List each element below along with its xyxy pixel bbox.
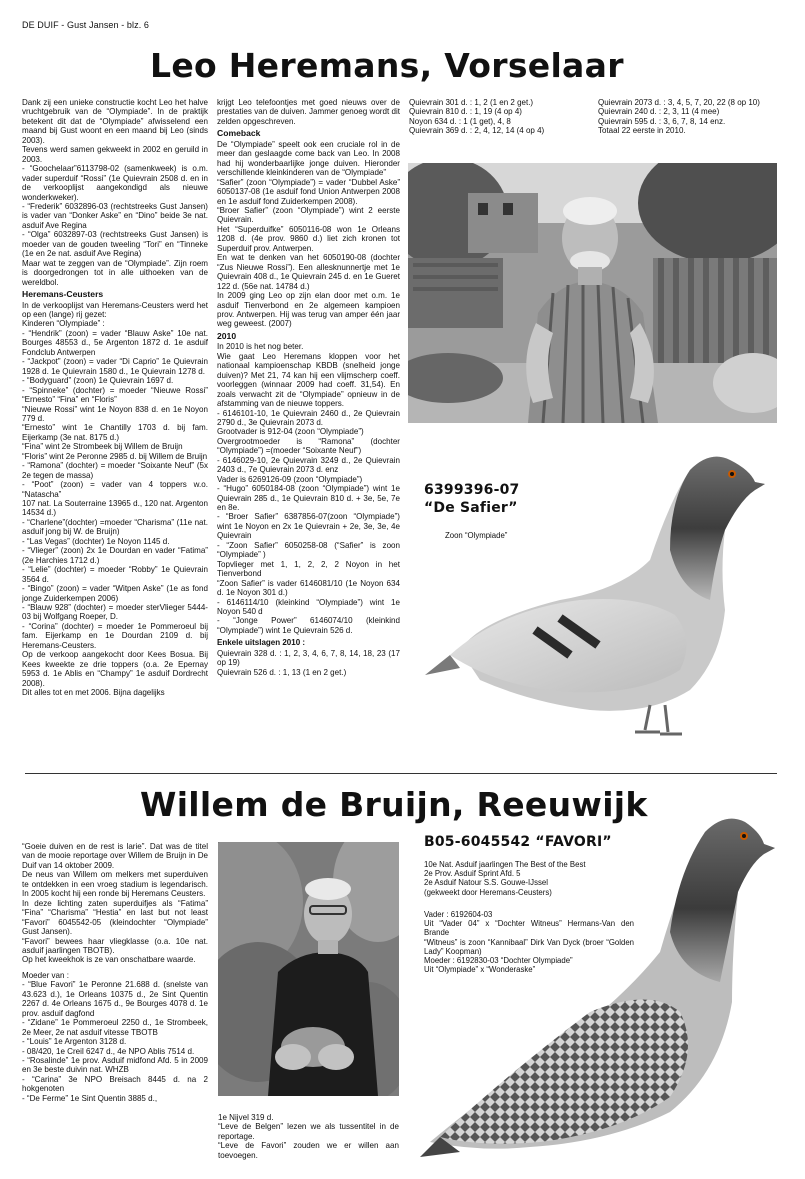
paragraph: “Leve de Belgen” lezen we als tussentitel in de reportage.	[218, 1122, 399, 1141]
article2-column2	[218, 1113, 399, 1169]
paragraph: - “Frederik” 6032896-03 (rechtstreeks Gust Jansen) is vader van “Donker Aske” en “Dino” beide 3e nat. asduif Ave Regina	[22, 201, 208, 230]
paragraph: “Leve de Favori” zouden we er willen aan toevoegen.	[218, 1141, 399, 1160]
paragraph: En wat te denken van het 6050190-08 (dochter “Zus Nieuwe Rossi”). Een allesknunnertje met 1e Quievrain 408 d., 1e Quievrain 245 d. en 1e Gueret 122 d. (56e nat. 14784 d.)	[217, 253, 400, 291]
page-header: DE DUIF - Gust Jansen - blz. 6	[22, 20, 150, 30]
article2-title: Willem de Bruijn, Reeuwijk	[140, 785, 648, 824]
list-item: “Nieuwe Rossi” wint 1e Noyon 838 d. en 1e Noyon 779 d.	[22, 404, 208, 423]
results-list-right	[598, 98, 760, 136]
paragraph: “Safier” (zoon “Olympiade”) = vader “Dubbel Aske” 6050137-08 (1e asduif fond Union Antwerpen 2008 en 1e asduif fond Zuiderkempen 2008).	[217, 177, 400, 206]
list-item: - “Spinneke” (dochter) = moeder “Nieuwe Rossi” “Ernesto” “Fina” en “Floris”	[22, 385, 208, 405]
subheading-heremans-ceusters: Heremans-Ceusters	[22, 289, 104, 300]
pedigree-line: Uit “Vader 04” x “Dochter Witneus” Hermans-Van den Brande	[424, 919, 634, 938]
list-item: Overgrootmoeder is “Ramona” (dochter “Olympiade”) =(moeder “Soixante Neuf”)	[217, 436, 400, 456]
list-item: - “Hendrik” (zoon) = vader “Blauw Aske” 10e nat. Bourges 48553 d., 5e Argenton 1872 d. 1e asduif Fondclub Antwerpen	[22, 328, 208, 357]
list-item: - “De Ferme” 1e Sint Quentin 3885 d.,	[22, 1093, 158, 1103]
result-line: Quievrain 240 d. : 2, 3, 11 (4 mee)	[598, 107, 720, 117]
list-item: - “Ramona” (dochter) = moeder “Soixante Neuf” (5x 2e tegen de massa)	[22, 461, 208, 480]
pigeon2-achievements	[424, 860, 634, 897]
paragraph: In 2009 ging Leo op zijn elan door met o.m. 1e asduif Tienverbond en 2e algemeen kampioen prov. Antwerpen. Hij was terug van amper één jaar weg geweest. (2007)	[217, 291, 400, 329]
pedigree-line: Moeder : 6192830-03 “Dochter Olympiade”	[424, 956, 573, 966]
paragraph: Tevens werd samen gekweekt in 2002 en geruild in 2003.	[22, 145, 208, 164]
paragraph: “Favori” bewees haar vliegklasse (o.a. 10e nat. asduif jaarlingen TBOTB).	[22, 936, 208, 955]
paragraph: Dank zij een unieke constructie kocht Leo het halve vruchtgebruik van de “Olympiade”. In de praktijk betekent dit dat de “Olympiade” afwisselend een maand bij Gust woont en een maand bij Leo (sinds 2003).	[22, 98, 208, 145]
result-line: Quievrain 810 d. : 1, 19 (4 op 4)	[409, 107, 522, 117]
list-item: - “Louis” 1e Argenton 3128 d.	[22, 1037, 127, 1047]
paragraph: “Broer Safier” (zoon “Olympiade”) wint 2 eerste Quievrain.	[217, 205, 400, 225]
list-item: - 6146029-10, 2e Quievrain 3249 d., 2e Quievrain 2403 d., 7e Quievrain 2073 d. enz	[217, 455, 400, 475]
paragraph: Moeder van :	[22, 970, 69, 980]
result-line: Quievrain 526 d. : 1, 13 (1 en 2 get.)	[217, 667, 347, 677]
result-line: Quievrain 595 d. : 3, 6, 7, 8, 14 enz.	[598, 116, 726, 126]
list-item: - “Zidane” 1e Pommeroeul 2250 d., 1e Strombeek, 2e Meer, 2e nat asduif vitesse TBOTB	[22, 1018, 208, 1037]
result-line: Quievrain 2073 d. : 3, 4, 5, 7, 20, 22 (8 op 10)	[598, 98, 760, 107]
pigeon1-ring-number: 6399396-07	[424, 482, 520, 498]
paragraph: krijgt Leo telefoontjes met goed nieuws over de prestaties van de duiven. Jammer genoeg wordt dit zelden opgeschreven.	[217, 98, 400, 126]
paragraph: - “Olga” 6032897-03 (rechtstreeks Gust Jansen) is moeder van de gouden tweeling “Tori” en “Tinneke (1e en 2e nat. asduif Ave Regina)	[22, 230, 208, 259]
paragraph: Maar wat te zeggen van de “Olympiade”. Zijn roem is doorgedrongen tot in alle uithoeken van de wereldbol.	[22, 258, 208, 287]
article2-column1	[22, 842, 208, 1162]
paragraph: 1e Nijvel 319 d.	[218, 1113, 274, 1122]
article1-column1	[22, 98, 208, 750]
section-divider	[25, 773, 777, 774]
pedigree-line: Uit “Olympiade” x “Wonderaske”	[424, 965, 536, 975]
paragraph: Het “Superduifke” 6050116-08 won 1e Orleans 1208 d. (4e prov. 9860 d.) liet zich kronen tot Superduif prov. Antwerpen.	[217, 224, 400, 253]
paragraph: “Goeie duiven en de rest is larie”. Dat was de titel van de mooie reportage over Willem de Bruijn in De Duif van 14 oktober 2009.	[22, 842, 208, 870]
list-item: - “Poot” (zoon) = vader van 4 toppers w.o. “Natascha”	[22, 480, 208, 499]
paragraph: - “Goochelaar”6113798-02 (samenkweek) is o.m. vader superduif “Rossi” (1e Quievrain 2508 d. en in de verkooplijst aangekondigd als nieuwe wonderkweker).	[22, 164, 208, 202]
list-item: - “Jackpot” (zoon) = vader “Di Caprio” 1e Quievrain 1928 d. 1e Quievrain 1580 d., 1e Quievrain 1278 d.	[22, 357, 208, 376]
pigeon1-name: “De Safier”	[424, 500, 518, 516]
list-item: - “Bingo” (zoon) = vader “Witpen Aske” (1e as fond jonge Zuiderkempen 2006)	[22, 584, 208, 603]
list-item: - “Zoon Safier” 6050258-08 (“Safier” is zoon “Olympiade” )	[217, 540, 400, 560]
paragraph: In deze lichting zaten superduifjes als “Fatima” “Fina” “Charisma” “Hestia” en last but not least “Favori” 6045542-05 (kleindochter “Olympiade” Gust Jansen).	[22, 898, 208, 937]
photo-willem-de-bruijn-image	[218, 842, 399, 1096]
achievement-line: 2e Asduif Natour S.S. Gouwe-IJssel	[424, 878, 548, 888]
list-item: Vader is 6269126-09 (zoon “Olympiade”)	[217, 474, 363, 484]
pedigree-line: “Witneus” is zoon “Kannibaal” Dirk Van Dyck (broer “Golden Lady” Koopman)	[424, 937, 634, 956]
paragraph: Op het kweekhok is ze van onschatbare waarde.	[22, 955, 196, 965]
pigeon2-pedigree	[424, 910, 634, 974]
photo-leo-heremans	[408, 163, 777, 423]
paragraph: Kinderen “Olympiade” :	[22, 319, 105, 329]
pedigree-line: Vader : 6192604-03	[424, 910, 493, 919]
results-heading: Enkele uitslagen 2010 :	[217, 638, 306, 648]
pigeon2-ring-name: B05-6045542 “FAVORI”	[424, 834, 612, 850]
article1-column2	[217, 98, 400, 750]
subheading-2010: 2010	[217, 330, 237, 341]
subheading-comeback: Comeback	[217, 128, 261, 139]
paragraph: In de verkooplijst van Heremans-Ceusters werd het op een (lange) rij gezet:	[22, 300, 208, 319]
photo-willem-de-bruijn	[218, 842, 399, 1096]
achievement-line: (gekweekt door Heremans-Ceusters)	[424, 887, 552, 897]
achievement-line: 10e Nat. Asduif jaarlingen The Best of the Best	[424, 860, 586, 869]
result-line: Noyon 634 d. : 1 (1 get), 4, 8	[409, 116, 511, 126]
achievement-line: 2e Prov. Asduif Sprint Afd. 5	[424, 869, 521, 879]
result-line: Quievrain 369 d. : 2, 4, 12, 14 (4 op 4)	[409, 126, 545, 136]
list-item: - “Bodyguard” (zoon) 1e Quievrain 1697 d.	[22, 376, 174, 386]
result-line: Totaal 22 eerste in 2010.	[598, 126, 686, 136]
list-item: Grootvader is 912-04 (zoon “Olympiade”)	[217, 427, 364, 437]
pigeon1-caption: Zoon “Olympiade”	[445, 531, 508, 540]
list-item: - “Vlieger” (zoon) 2x 1e Dourdan en vader “Fatima” (2e Harchies 1712 d.)	[22, 546, 208, 565]
results-list-left	[409, 98, 544, 136]
paragraph: Wie gaat Leo Heremans kloppen voor het nationaal kampioenschap KBDB (snelheid jonge duiven)? Met 21, 74 kan hij een vlijmscherp coeff. voorleggen (winnaar 2009 had coeff. 31,54). En zoals verwacht zit de “Olympiade” opnieuw in de afstamming van de nieuwe toppers.	[217, 351, 400, 409]
list-item: - “Rosalinde” 1e prov. Asduif midfond Afd. 5 in 2009 en 3e beste duivin nat. WHZB	[22, 1055, 208, 1075]
list-item: - “Charlene”(dochter) =moeder “Charisma” (11e nat. asduif jong bij W. de Bruijn)	[22, 517, 208, 537]
list-item: - “Hugo” 6050184-08 (zoon “Olympiade”) wint 1e Quievrain 285 d., 1e Quievrain 810 d. + 3e, 5e, 7e en 8e.	[217, 484, 400, 513]
list-item: “Floris” wint 2e Peronne 2985 d. bij Willem de Bruijn	[22, 451, 208, 461]
list-item: - “Corina” (dochter) = moeder 1e Pommeroeul bij fam. Eijerkamp en 1e Dourdan 2109 d. bij Heremans-Ceusters.	[22, 621, 208, 650]
list-item: - “Blue Favori” 1e Peronne 21.688 d. (snelste van 43.623 d.), 1e Orleans 10375 d., 2e Sint Quentin 2267 d. 4e Orleans 1675 d., 9e Bourges 4078 d. 1e prov. asduif dagfond	[22, 980, 208, 1018]
list-item: - “Las Vegas” (dochter) 1e Noyon 1145 d.	[22, 536, 170, 546]
list-item: “Ernesto” wint 1e Chantilly 1703 d. bij fam. Eijerkamp (3e nat. 8175 d.)	[22, 423, 208, 442]
list-item: - 6146114/10 (kleinkind “Olympiade”) wint 1e Noyon 540 d	[217, 597, 400, 617]
list-item: - “Lelie” (dochter) = moeder “Robby” 1e Quievrain 3564 d.	[22, 565, 208, 584]
article1-title: Leo Heremans, Vorselaar	[150, 46, 624, 85]
list-item: - “Blauw 928” (dochter) = moeder sterVlieger 5444-03 bij Wolfgang Roeper, D.	[22, 603, 208, 622]
paragraph: In 2010 is het nog beter.	[217, 342, 304, 352]
paragraph: Dit alles tot en met 2006. Bijna dagelijks	[22, 688, 165, 698]
list-item: - 6146101-10, 1e Quievrain 2460 d., 2e Quievrain 2790 d., 3e Quievrain 2073 d.	[217, 408, 400, 427]
list-item: 107 nat. La Souterraine 13965 d., 120 nat. Argenton 14534 d.)	[22, 499, 208, 518]
photo-leo-heremans-image	[408, 163, 777, 423]
list-item: - “Carina” 3e NPO Breisach 8445 d. na 2 hokgenoten	[22, 1074, 208, 1094]
list-item: - “Broer Safier” 6387856-07(zoon “Olympiade”) wint 1e Noyon en 2x 1e Quievrain + 2e, 3e, 3e, 4e Quievrain	[217, 512, 400, 541]
result-line: Quievrain 301 d. : 1, 2 (1 en 2 get.)	[409, 98, 534, 107]
paragraph: De neus van Willem om melkers met superduiven te ontdekken in een vroeg stadium is legendarisch. In 2005 kocht hij een ronde bij Heremans Ceusters.	[22, 870, 208, 899]
result-line: Quievrain 328 d. : 1, 2, 3, 4, 6, 7, 8, 14, 18, 23 (17 op 19)	[217, 648, 400, 668]
list-item: - “Jonge Power” 6146074/10 (kleinkind “Olympiade”) wint 1e Quievrain 526 d.	[217, 616, 400, 635]
list-item: “Zoon Safier” is vader 6146081/10 (1e Noyon 634 d. 1e Noyon 301 d.)	[217, 578, 400, 598]
list-item: “Fina” wint 2e Strombeek bij Willem de Bruijn	[22, 442, 183, 452]
paragraph: De “Olympiade” speelt ook een cruciale rol in de meer dan geslaagde come back van Leo. In 2008 had hij wonderbaarlijke jonge duiven. Hieronder verschillende kleinkinderen van de “Olympiade”	[217, 139, 400, 178]
paragraph: Op de verkoop aangekocht door Kees Bosua. Bij Kees kweekte ze drie toppers (o.a. 2e Epernay 5953 d. 1e Ablis en “Champy” 1e asduif Dordrecht 2008).	[22, 650, 208, 688]
list-item: Topvlieger met 1, 1, 2, 2, 2 Noyon in het Tienverbond	[217, 559, 400, 579]
list-item: - 08/420, 1e Creil 6247 d., 4e NPO Ablis 7514 d.	[22, 1046, 195, 1056]
